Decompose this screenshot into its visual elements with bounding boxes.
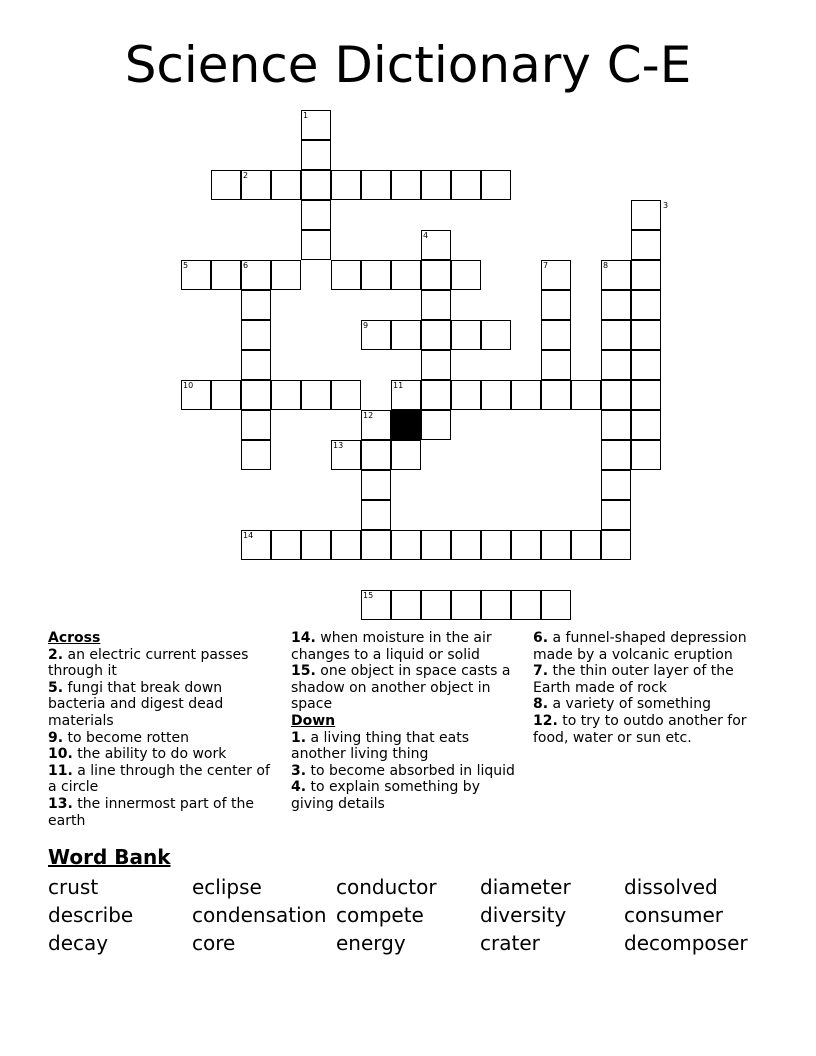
crossword-cell[interactable] [391,440,421,470]
crossword-cell[interactable] [511,380,541,410]
crossword-cell[interactable] [301,140,331,170]
word-bank-word: energy [336,931,406,955]
crossword-cell[interactable] [511,530,541,560]
crossword-cell[interactable] [631,350,661,380]
clue [48,763,273,796]
cell-number: 12 [363,411,374,420]
clue [291,663,523,713]
clue-number: 14. [291,630,316,646]
clue-text: a variety of something [548,696,711,713]
crossword-cell[interactable] [451,590,481,620]
clue-number: 12. [533,712,558,729]
across-header: Across [48,630,101,646]
crossword-cell[interactable] [631,230,661,260]
crossword-cell[interactable] [391,590,421,620]
clue-number: 5. [48,679,64,696]
word-bank-word: eclipse [192,875,262,899]
crossword-cell[interactable] [211,260,241,290]
cell-number: 9 [363,321,369,330]
crossword-cell[interactable] [331,170,361,200]
crossword-cell[interactable] [391,260,421,290]
clue-text: to explain something by giving details [291,779,480,812]
crossword-cell[interactable] [421,320,451,350]
clue-text: to become absorbed in liquid [306,762,515,779]
clue-number: 4. [291,779,307,796]
down-header: Down [291,712,336,729]
crossword-cell[interactable] [331,380,361,410]
crossword-cell[interactable] [481,590,511,620]
clues-column-3 [533,630,773,746]
crossword-cell[interactable] [601,380,631,410]
word-bank-word: decay [48,931,109,955]
crossword-cell[interactable] [601,530,631,560]
crossword-cell[interactable] [601,440,631,470]
word-bank-word: consumer [624,903,724,927]
crossword-cell[interactable] [301,170,331,200]
word-bank-word: core [192,931,236,955]
crossword-cell[interactable] [331,530,361,560]
crossword-cell[interactable] [271,530,301,560]
clue-number: 13. [48,795,73,812]
word-bank-word: diameter [480,875,571,899]
clue [291,779,523,812]
crossword-cell[interactable] [211,170,241,200]
cell-number: 13 [333,441,344,450]
crossword-cell[interactable] [631,440,661,470]
crossword-cell[interactable] [631,410,661,440]
clues-column-2 [291,630,523,813]
word-bank-word: crust [48,875,99,899]
crossword-cell[interactable] [271,170,301,200]
crossword-cell[interactable] [241,440,271,470]
crossword-cell[interactable] [301,380,331,410]
page-title: Science Dictionary C-E [124,36,692,94]
word-bank-word: describe [48,903,134,927]
cell-number: 15 [363,591,374,600]
crossword-cell[interactable] [481,320,511,350]
cell-number: 6 [243,261,249,270]
word-bank-word: conductor [336,875,437,899]
word-bank-title: Word Bank [48,845,171,869]
cell-number: 8 [603,261,609,270]
crossword-cell[interactable] [541,590,571,620]
crossword-cell[interactable] [451,530,481,560]
cell-number: 2 [243,171,249,180]
cell-number: 7 [543,261,549,270]
crossword-cell[interactable] [301,200,331,230]
word-bank-word: dissolved [624,875,718,899]
crossword-cell[interactable] [211,380,241,410]
crossword-cell[interactable] [421,290,451,320]
crossword-cell[interactable] [241,290,271,320]
crossword-cell[interactable] [601,290,631,320]
clue [533,663,773,696]
clue-text: when moisture in the air changes to a liquid or solid [291,630,492,663]
clue [291,730,523,763]
crossword-cell[interactable] [451,380,481,410]
clue [48,796,273,829]
clue-text: a funnel-shaped depression made by a volcanic eruption [533,630,747,663]
crossword-cell[interactable] [421,590,451,620]
crossword-cell[interactable] [421,350,451,380]
crossword-cell[interactable] [571,530,601,560]
clue [533,713,773,746]
crossword-cell[interactable] [391,530,421,560]
crossword-cell[interactable] [481,380,511,410]
crossword-cell[interactable] [391,320,421,350]
crossword-cell[interactable] [541,350,571,380]
crossword-cell[interactable] [271,260,301,290]
crossword-cell[interactable] [541,380,571,410]
crossword-cell[interactable] [361,530,391,560]
clue [48,746,273,763]
clue [291,763,523,780]
word-bank-word: crater [480,931,540,955]
crossword-cell[interactable] [391,170,421,200]
clue [48,680,273,730]
clue-number: 7. [533,663,549,680]
clues-column-1 [48,630,273,829]
crossword-cell[interactable] [301,530,331,560]
word-bank-word: compete [336,903,424,927]
crossword-cell[interactable] [451,320,481,350]
crossword-cell[interactable] [271,380,301,410]
crossword-cell[interactable] [361,470,391,500]
crossword-cell[interactable] [601,470,631,500]
crossword-cell[interactable] [451,260,481,290]
word-bank-word: condensation [192,903,327,927]
crossword-cell[interactable] [631,200,661,230]
clue-text: a living thing that eats another living thing [291,729,470,763]
clue [48,730,273,747]
clue-number: 10. [48,746,73,763]
cell-number: 10 [183,381,194,390]
crossword-cell[interactable] [571,380,601,410]
crossword-cell[interactable] [541,320,571,350]
crossword-cell[interactable] [601,500,631,530]
clue-text: the thin outer layer of the Earth made of rock [533,663,734,696]
crossword-cell[interactable] [361,440,391,470]
crossword-cell[interactable] [301,230,331,260]
clue-number: 11. [48,762,73,779]
crossword-cell[interactable] [601,410,631,440]
crossword-cell[interactable] [511,590,541,620]
clue-number: 15. [291,663,316,680]
word-bank-word: decomposer [624,931,748,955]
crossword-cell[interactable] [631,290,661,320]
clue-number: 9. [48,729,64,746]
cell-number: 4 [423,231,429,240]
clue [291,630,523,663]
clue-text: the ability to do work [72,746,227,763]
clue-number: 1. [291,729,307,746]
crossword-cell[interactable] [541,530,571,560]
clue-text: fungi that break down bacteria and digest dead materials [48,679,224,729]
crossword-cell[interactable] [421,260,451,290]
cell-number: 1 [303,111,309,120]
clue-text: an electric current passes through it [48,646,249,680]
crossword-cell[interactable] [241,410,271,440]
crossword-cell[interactable] [421,380,451,410]
clue-number: 2. [48,646,64,663]
cell-number: 3 [663,201,669,210]
clue-number: 8. [533,696,549,713]
crossword-cell[interactable] [361,170,391,200]
crossword-cell[interactable] [241,350,271,380]
clue-number: 3. [291,762,307,779]
crossword-cell[interactable] [361,500,391,530]
clue-text: to become rotten [63,729,189,746]
crossword-block-cell [391,410,421,440]
word-bank-word: diversity [480,903,567,927]
cell-number: 14 [243,531,254,540]
clue-text: to try to outdo another for food, water or sun etc. [533,712,747,746]
crossword-cell[interactable] [481,170,511,200]
crossword-cell[interactable] [481,530,511,560]
crossword-cell[interactable] [361,260,391,290]
crossword-cell[interactable] [421,170,451,200]
crossword-cell[interactable] [631,380,661,410]
crossword-cell[interactable] [601,350,631,380]
crossword-cell[interactable] [331,260,361,290]
crossword-cell[interactable] [241,320,271,350]
clue-number: 6. [533,630,549,646]
crossword-cell[interactable] [601,320,631,350]
clue-text: a line through the center of a circle [48,762,270,796]
clue-text: one object in space casts a shadow on another object in space [291,663,511,713]
crossword-cell[interactable] [241,380,271,410]
cell-number: 5 [183,261,189,270]
clue [533,696,773,713]
clue-text: the innermost part of the earth [48,795,254,829]
crossword-cell[interactable] [421,530,451,560]
crossword-cell[interactable] [631,260,661,290]
crossword-cell[interactable] [631,320,661,350]
clue [533,630,773,663]
cell-number: 11 [393,381,404,390]
crossword-cell[interactable] [451,170,481,200]
crossword-cell[interactable] [421,410,451,440]
crossword-cell[interactable] [541,290,571,320]
clue [48,647,273,680]
